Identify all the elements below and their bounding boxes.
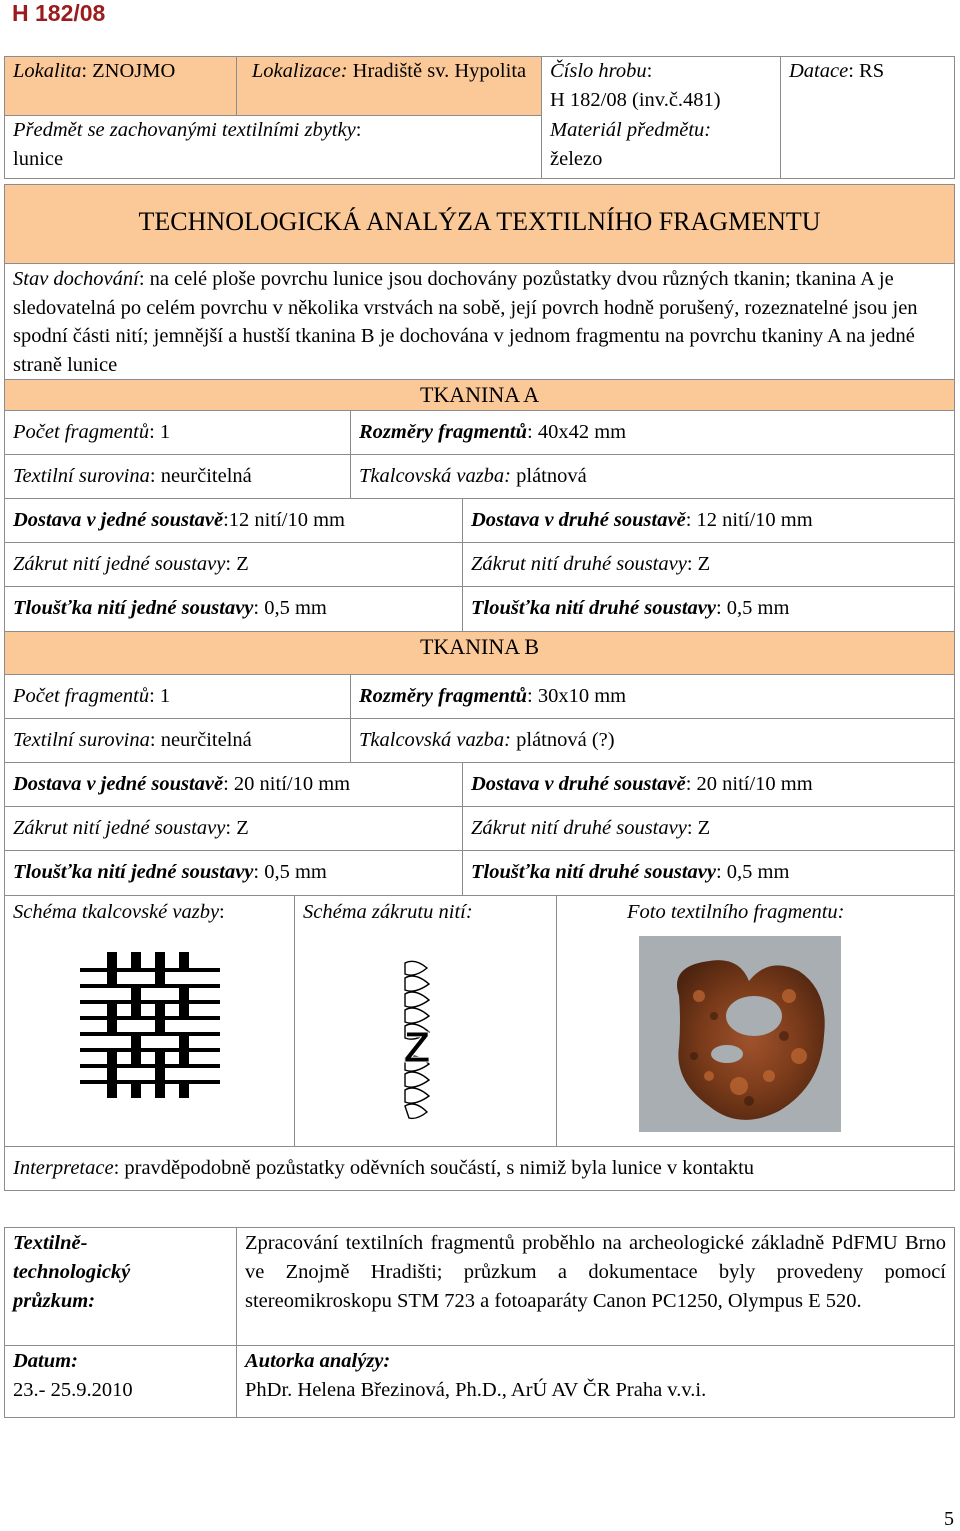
a-tloustka1-value: : 0,5 mm	[253, 597, 327, 619]
datace-value: : RS	[848, 60, 885, 82]
weave-schema-cell	[5, 896, 295, 1147]
a-tloustka1-cell	[5, 587, 463, 632]
b-pocet-value: : 1	[149, 685, 171, 707]
datace-label: Datace	[789, 60, 849, 82]
b-zakrut1-value: : Z	[225, 817, 249, 839]
photo-label: Foto textilního fragmentu:	[627, 901, 845, 923]
lokalita-cell	[5, 57, 237, 116]
b-tloustka1-value: : 0,5 mm	[253, 861, 327, 883]
a-tloustka2-value: : 0,5 mm	[715, 597, 790, 619]
material-label: Materiál předmětu:	[550, 119, 712, 141]
a-zakrut1-label: Zákrut nití jedné soustavy	[13, 553, 226, 575]
b-rozmery-cell	[351, 675, 955, 719]
analysis-table	[4, 184, 955, 1191]
a-zakrut2-cell	[463, 543, 955, 587]
a-tloustka1-label: Tloušťka nití jedné soustavy	[13, 597, 254, 619]
autorka-label: Autorka analýzy:	[245, 1350, 391, 1372]
a-dostava2-value: : 12 nití/10 mm	[685, 509, 813, 531]
cislo-hrobu-value: H 182/08 (inv.č.481)	[550, 89, 721, 111]
a-vazba-cell	[351, 455, 955, 499]
a-zakrut2-label: Zákrut nití druhé soustavy	[471, 553, 687, 575]
b-tloustka2-label: Tloušťka nití druhé soustavy	[471, 861, 716, 883]
interpretace-label: Interpretace	[13, 1157, 114, 1179]
a-dostava2-label: Dostava v druhé soustavě	[471, 509, 686, 531]
state-row	[5, 264, 955, 380]
b-vazba-label: Tkalcovská vazba:	[359, 729, 511, 751]
title-row	[5, 185, 955, 264]
a-surovina-value: : neurčitelná	[149, 465, 252, 487]
state-cell	[5, 264, 955, 380]
b-rozmery-value: : 30x10 mm	[527, 685, 627, 707]
a-surovina-label: Textilní surovina	[13, 465, 150, 487]
tkanina-b-row-5	[5, 851, 955, 896]
header-table	[4, 56, 955, 179]
predmet-value: lunice	[13, 148, 64, 170]
b-dostava2-value: : 20 nití/10 mm	[685, 773, 813, 795]
state-text: : na celé ploše povrchu lunice jsou dochovány pozůstatky dvou různých tkanin; tkanina A je sledovatelná po celém povrchu v několika vrstvách na sobě, její povrch hodně porušený, rozeznatelné jsou jen spodní části nití; jemnější a hustší tkanina B je dochována v jednom fragmentu na povrchu tkaniny A na jedné straně lunice	[13, 268, 918, 376]
plain-weave-diagram	[75, 950, 225, 1110]
tkanina-a-row-1	[5, 411, 955, 455]
b-pocet-cell	[5, 675, 351, 719]
a-dostava1-cell	[5, 499, 463, 543]
z-twist-letter: Z	[403, 1023, 431, 1072]
cislo-hrobu-cell	[542, 57, 781, 179]
predmet-cell	[5, 116, 542, 179]
interpretace-text: : pravděpodobně pozůstatky oděvních součástí, s nimiž byla lunice v kontaktu	[113, 1157, 755, 1179]
b-vazba-cell	[351, 719, 955, 763]
b-tloustka1-cell	[5, 851, 463, 896]
a-zakrut1-cell	[5, 543, 463, 587]
a-rozmery-cell	[351, 411, 955, 455]
autorka-cell	[237, 1346, 955, 1418]
textile-fragment-photo	[639, 936, 841, 1132]
b-surovina-value: : neurčitelná	[149, 729, 252, 751]
b-pocet-label: Počet fragmentů	[13, 685, 150, 707]
a-surovina-cell	[5, 455, 351, 499]
tkanina-a-row-5	[5, 587, 955, 632]
material-value: železo	[550, 148, 603, 170]
b-dostava1-cell	[5, 763, 463, 807]
datum-row	[5, 1346, 955, 1418]
twist-schema-label: Schéma zákrutu nití:	[303, 901, 473, 923]
state-label: Stav dochování	[13, 268, 139, 290]
b-dostava1-value: : 20 nití/10 mm	[223, 773, 351, 795]
tkanina-b-row-4	[5, 807, 955, 851]
z-twist-diagram	[387, 958, 447, 1128]
lokalita-value: : ZNOJMO	[81, 60, 176, 82]
lokalizace-cell	[237, 57, 542, 116]
b-rozmery-label: Rozměry fragmentů	[359, 685, 527, 707]
b-zakrut2-label: Zákrut nití druhé soustavy	[471, 817, 687, 839]
tkanina-a-row-3	[5, 499, 955, 543]
datace-cell	[781, 57, 955, 179]
schemas-row	[5, 896, 955, 1147]
a-zakrut1-value: : Z	[225, 553, 249, 575]
tkanina-b-row-3	[5, 763, 955, 807]
b-zakrut1-label: Zákrut nití jedné soustavy	[13, 817, 226, 839]
b-surovina-cell	[5, 719, 351, 763]
pruzkum-label-cell	[5, 1228, 237, 1346]
weave-schema-sep: :	[219, 901, 225, 923]
a-tloustka2-label: Tloušťka nití druhé soustavy	[471, 597, 716, 619]
interpretace-cell	[5, 1147, 955, 1191]
weave-schema-label: Schéma tkalcovské vazby	[13, 901, 220, 923]
predmet-sep: :	[355, 119, 362, 141]
a-pocet-cell	[5, 411, 351, 455]
page-title: TECHNOLOGICKÁ ANALÝZA TEXTILNÍHO FRAGMENTU	[5, 185, 955, 264]
a-rozmery-label: Rozměry fragmentů	[359, 421, 527, 443]
pruzkum-label-1: Textilně-	[13, 1232, 88, 1254]
b-tloustka1-label: Tloušťka nití jedné soustavy	[13, 861, 254, 883]
footer-table	[4, 1227, 955, 1418]
twist-schema-cell	[295, 896, 557, 1147]
predmet-label: Předmět se zachovanými textilními zbytky	[13, 119, 356, 141]
b-zakrut1-cell	[5, 807, 463, 851]
b-zakrut2-cell	[463, 807, 955, 851]
cislo-hrobu-sep: :	[646, 60, 653, 82]
a-vazba-value: plátnová	[511, 465, 587, 487]
a-pocet-label: Počet fragmentů	[13, 421, 150, 443]
datum-cell	[5, 1346, 237, 1418]
a-dostava1-label: Dostava v jedné soustavě	[13, 509, 224, 531]
document-id: H 182/08	[12, 0, 106, 26]
tkanina-b-row-1	[5, 675, 955, 719]
b-dostava1-label: Dostava v jedné soustavě	[13, 773, 224, 795]
tkanina-b-heading: TKANINA B	[5, 632, 955, 675]
a-tloustka2-cell	[463, 587, 955, 632]
lokalita-label: Lokalita	[13, 60, 82, 82]
pruzkum-label-2: technologický	[13, 1261, 131, 1283]
lokalizace-value: Hradiště sv. Hypolita	[347, 60, 527, 82]
tkanina-a-heading: TKANINA A	[5, 380, 955, 411]
datum-label: Datum:	[13, 1350, 78, 1372]
b-surovina-label: Textilní surovina	[13, 729, 150, 751]
pruzkum-row	[5, 1228, 955, 1346]
b-dostava2-cell	[463, 763, 955, 807]
b-zakrut2-value: : Z	[686, 817, 711, 839]
autorka-value: PhDr. Helena Březinová, Ph.D., ArÚ AV ČR Praha v.v.i.	[245, 1379, 707, 1401]
a-dostava1-value: :12 nití/10 mm	[223, 509, 345, 531]
a-dostava2-cell	[463, 499, 955, 543]
header-row-1	[5, 57, 955, 116]
b-tloustka2-cell	[463, 851, 955, 896]
lokalizace-label: Lokalizace:	[251, 60, 348, 82]
tkanina-a-header	[5, 380, 955, 411]
a-vazba-label: Tkalcovská vazba:	[359, 465, 511, 487]
cislo-hrobu-label: Číslo hrobu	[550, 60, 647, 82]
tkanina-a-row-2	[5, 455, 955, 499]
pruzkum-text-cell	[237, 1228, 955, 1346]
page-number: 5	[944, 1508, 954, 1530]
b-tloustka2-value: : 0,5 mm	[715, 861, 790, 883]
interpretace-row	[5, 1147, 955, 1191]
b-dostava2-label: Dostava v druhé soustavě	[471, 773, 686, 795]
tkanina-b-header	[5, 632, 955, 675]
a-zakrut2-value: : Z	[686, 553, 711, 575]
tkanina-b-row-2	[5, 719, 955, 763]
photo-cell	[557, 896, 955, 1147]
datum-value: 23.- 25.9.2010	[13, 1379, 133, 1401]
tkanina-a-row-4	[5, 543, 955, 587]
pruzkum-label-3: průzkum:	[13, 1290, 96, 1312]
pruzkum-text: Zpracování textilních fragmentů proběhlo na archeologické základně PdFMU Brno ve Znojmě Hradišti; průzkum a dokumentace byly provedeny pomocí stereomikroskopu STM 723 a fotoaparáty Canon PC1250, Olympus E 520.	[245, 1232, 946, 1312]
a-rozmery-value: : 40x42 mm	[527, 421, 627, 443]
a-pocet-value: : 1	[149, 421, 171, 443]
b-vazba-value: plátnová (?)	[511, 729, 615, 751]
